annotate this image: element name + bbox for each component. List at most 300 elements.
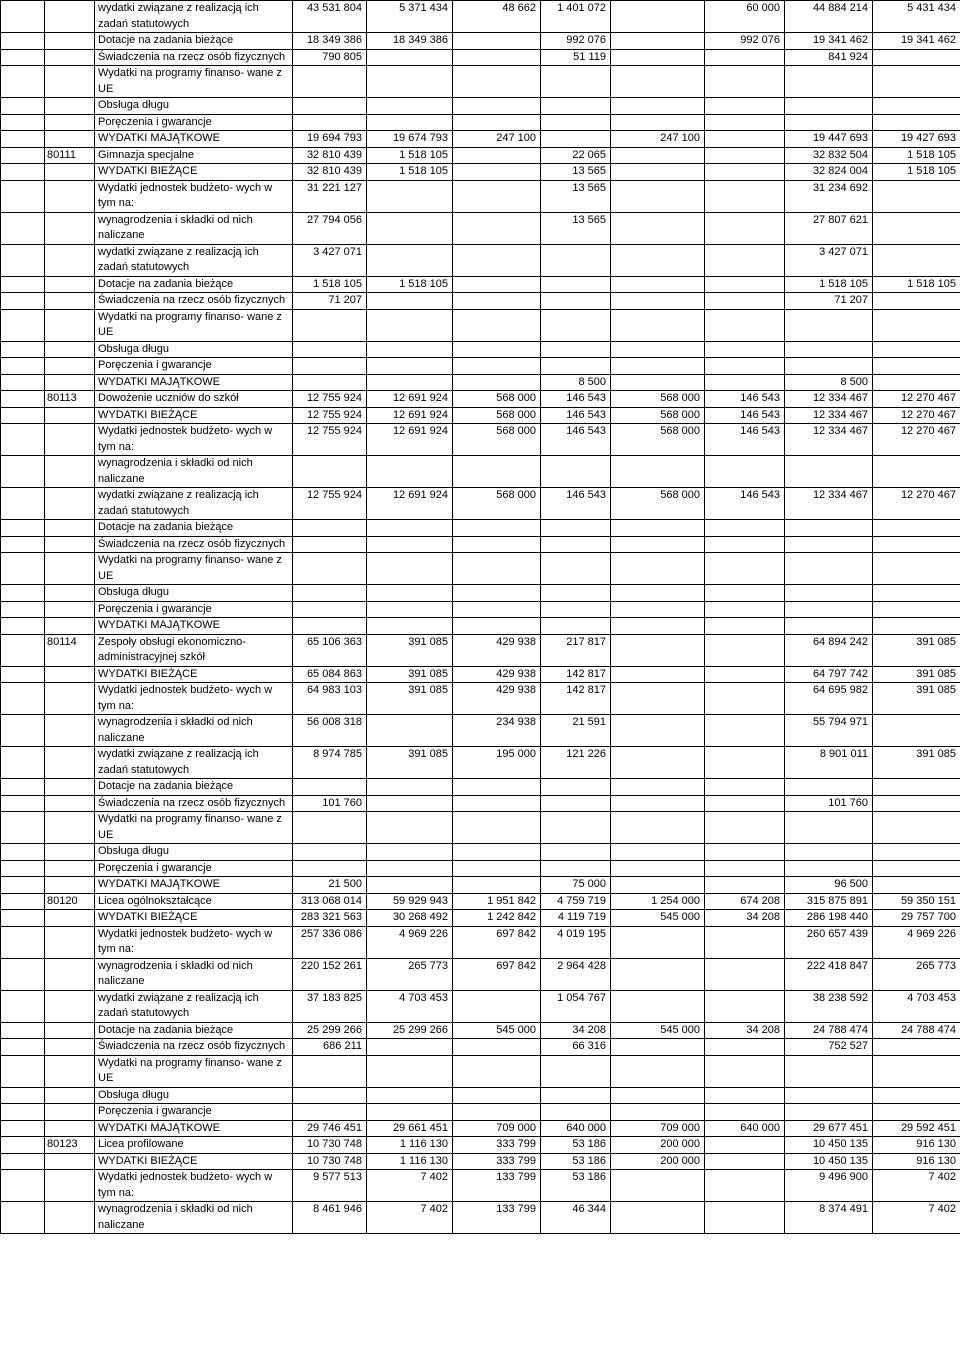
section-cell (1, 244, 45, 276)
amount-cell: 391 085 (873, 634, 960, 666)
section-cell (1, 634, 45, 666)
amount-cell: 640 000 (541, 1120, 611, 1137)
row-label: Świadczenia na rzecz osób fizycznych (95, 795, 293, 812)
amount-cell: 7 402 (367, 1202, 453, 1234)
amount-cell (611, 164, 705, 181)
section-cell (1, 1022, 45, 1039)
amount-cell (367, 779, 453, 796)
amount-cell (293, 98, 367, 115)
amount-cell: 391 085 (873, 666, 960, 683)
amount-cell (705, 147, 785, 164)
row-label: Dotacje na zadania bieżące (95, 779, 293, 796)
amount-cell: 25 299 266 (367, 1022, 453, 1039)
table-row (1, 666, 960, 683)
amount-cell (367, 374, 453, 391)
amount-cell (705, 66, 785, 98)
amount-cell (785, 553, 873, 585)
amount-cell: 31 234 692 (785, 180, 873, 212)
section-cell (1, 407, 45, 424)
amount-cell: 10 450 135 (785, 1153, 873, 1170)
amount-cell: 257 336 086 (293, 926, 367, 958)
amount-cell (785, 114, 873, 131)
table-row (1, 812, 960, 844)
amount-cell: 10 730 748 (293, 1137, 367, 1154)
amount-cell: 674 208 (705, 893, 785, 910)
table-row (1, 1039, 960, 1056)
amount-cell: 333 799 (453, 1137, 541, 1154)
amount-cell (705, 844, 785, 861)
classification-code (45, 424, 95, 456)
amount-cell: 29 746 451 (293, 1120, 367, 1137)
amount-cell: 9 496 900 (785, 1170, 873, 1202)
amount-cell (453, 860, 541, 877)
section-cell (1, 844, 45, 861)
amount-cell (293, 374, 367, 391)
amount-cell (453, 147, 541, 164)
classification-code (45, 374, 95, 391)
amount-cell: 265 773 (873, 958, 960, 990)
classification-code (45, 795, 95, 812)
classification-code (45, 309, 95, 341)
amount-cell: 12 755 924 (293, 407, 367, 424)
amount-cell (611, 877, 705, 894)
amount-cell (541, 860, 611, 877)
table-row (1, 33, 960, 50)
row-label: WYDATKI MAJĄTKOWE (95, 877, 293, 894)
row-label: Poręczenia i gwarancje (95, 1104, 293, 1121)
amount-cell (367, 1087, 453, 1104)
section-cell (1, 488, 45, 520)
amount-cell: 429 938 (453, 683, 541, 715)
amount-cell: 18 349 386 (367, 33, 453, 50)
amount-cell (611, 601, 705, 618)
amount-cell (541, 66, 611, 98)
amount-cell: 1 054 767 (541, 990, 611, 1022)
amount-cell: 697 842 (453, 958, 541, 990)
amount-cell (541, 358, 611, 375)
amount-cell (785, 844, 873, 861)
amount-cell: 146 543 (705, 424, 785, 456)
amount-cell (367, 358, 453, 375)
amount-cell: 1 518 105 (785, 276, 873, 293)
amount-cell: 27 807 621 (785, 212, 873, 244)
amount-cell (453, 309, 541, 341)
amount-cell (293, 860, 367, 877)
amount-cell (453, 244, 541, 276)
amount-cell (611, 958, 705, 990)
amount-cell (873, 358, 960, 375)
amount-cell (705, 795, 785, 812)
amount-cell (367, 66, 453, 98)
amount-cell: 19 674 793 (367, 131, 453, 148)
amount-cell: 1 518 105 (293, 276, 367, 293)
row-label: Świadczenia na rzecz osób fizycznych (95, 49, 293, 66)
row-label: Dotacje na zadania bieżące (95, 520, 293, 537)
amount-cell (705, 358, 785, 375)
classification-code (45, 341, 95, 358)
classification-code (45, 926, 95, 958)
classification-code (45, 1104, 95, 1121)
table-row (1, 293, 960, 310)
amount-cell: 1 518 105 (873, 276, 960, 293)
classification-code (45, 1022, 95, 1039)
amount-cell: 59 929 943 (367, 893, 453, 910)
amount-cell (873, 293, 960, 310)
classification-code (45, 618, 95, 635)
amount-cell (367, 601, 453, 618)
amount-cell: 1 951 842 (453, 893, 541, 910)
amount-cell: 29 757 700 (873, 910, 960, 927)
amount-cell (705, 715, 785, 747)
amount-cell (611, 147, 705, 164)
section-cell (1, 114, 45, 131)
amount-cell: 12 691 924 (367, 488, 453, 520)
amount-cell: 391 085 (367, 666, 453, 683)
amount-cell (541, 520, 611, 537)
amount-cell (453, 293, 541, 310)
table-row (1, 1153, 960, 1170)
amount-cell: 65 084 863 (293, 666, 367, 683)
amount-cell: 4 969 226 (873, 926, 960, 958)
amount-cell (705, 1202, 785, 1234)
table-row (1, 1022, 960, 1039)
amount-cell (453, 49, 541, 66)
row-label: Poręczenia i gwarancje (95, 601, 293, 618)
amount-cell: 265 773 (367, 958, 453, 990)
amount-cell (367, 618, 453, 635)
amount-cell: 38 238 592 (785, 990, 873, 1022)
amount-cell (611, 990, 705, 1022)
amount-cell: 142 817 (541, 683, 611, 715)
classification-code (45, 293, 95, 310)
table-row (1, 860, 960, 877)
amount-cell (367, 456, 453, 488)
amount-cell (873, 49, 960, 66)
amount-cell: 64 894 242 (785, 634, 873, 666)
amount-cell: 64 983 103 (293, 683, 367, 715)
row-label: Wydatki na programy finanso- wane z UE (95, 812, 293, 844)
amount-cell (453, 990, 541, 1022)
amount-cell (873, 844, 960, 861)
amount-cell: 51 119 (541, 49, 611, 66)
table-row (1, 212, 960, 244)
section-cell (1, 456, 45, 488)
amount-cell (785, 860, 873, 877)
amount-cell (873, 98, 960, 115)
amount-cell (293, 553, 367, 585)
amount-cell (541, 1104, 611, 1121)
section-cell (1, 958, 45, 990)
amount-cell (453, 212, 541, 244)
amount-cell: 55 794 971 (785, 715, 873, 747)
section-cell (1, 926, 45, 958)
amount-cell (611, 553, 705, 585)
classification-code (45, 276, 95, 293)
amount-cell: 1 254 000 (611, 893, 705, 910)
amount-cell (367, 1039, 453, 1056)
section-cell (1, 66, 45, 98)
classification-code (45, 585, 95, 602)
amount-cell (293, 844, 367, 861)
table-row (1, 844, 960, 861)
amount-cell (367, 244, 453, 276)
amount-cell: 12 334 467 (785, 488, 873, 520)
amount-cell (611, 1039, 705, 1056)
section-cell (1, 1120, 45, 1137)
amount-cell (293, 1104, 367, 1121)
amount-cell: 32 810 439 (293, 164, 367, 181)
amount-cell: 391 085 (367, 683, 453, 715)
classification-code (45, 1039, 95, 1056)
amount-cell (367, 49, 453, 66)
section-cell (1, 98, 45, 115)
table-row (1, 49, 960, 66)
classification-code (45, 601, 95, 618)
amount-cell (367, 180, 453, 212)
amount-cell (785, 585, 873, 602)
amount-cell: 101 760 (293, 795, 367, 812)
amount-cell: 545 000 (611, 1022, 705, 1039)
amount-cell: 697 842 (453, 926, 541, 958)
classification-code (45, 683, 95, 715)
table-row (1, 779, 960, 796)
amount-cell (705, 309, 785, 341)
amount-cell (367, 715, 453, 747)
amount-cell: 234 938 (453, 715, 541, 747)
section-cell (1, 1104, 45, 1121)
amount-cell (873, 244, 960, 276)
amount-cell (873, 456, 960, 488)
amount-cell: 640 000 (705, 1120, 785, 1137)
amount-cell: 71 207 (785, 293, 873, 310)
amount-cell: 8 901 011 (785, 747, 873, 779)
amount-cell (453, 812, 541, 844)
amount-cell: 8 461 946 (293, 1202, 367, 1234)
amount-cell: 992 076 (705, 33, 785, 50)
amount-cell (367, 812, 453, 844)
amount-cell (611, 634, 705, 666)
amount-cell (873, 536, 960, 553)
amount-cell (705, 49, 785, 66)
classification-code (45, 779, 95, 796)
row-label: Wydatki na programy finanso- wane z UE (95, 553, 293, 585)
amount-cell (453, 66, 541, 98)
amount-cell: 4 969 226 (367, 926, 453, 958)
amount-cell: 5 431 434 (873, 1, 960, 33)
amount-cell: 75 000 (541, 877, 611, 894)
amount-cell (453, 553, 541, 585)
table-row (1, 1055, 960, 1087)
amount-cell: 29 661 451 (367, 1120, 453, 1137)
amount-cell: 34 208 (541, 1022, 611, 1039)
classification-code (45, 131, 95, 148)
amount-cell (785, 1055, 873, 1087)
amount-cell (611, 276, 705, 293)
amount-cell (611, 1202, 705, 1234)
amount-cell: 18 349 386 (293, 33, 367, 50)
amount-cell (367, 1055, 453, 1087)
classification-code (45, 1170, 95, 1202)
classification-code (45, 910, 95, 927)
amount-cell: 12 334 467 (785, 391, 873, 408)
amount-cell: 24 788 474 (873, 1022, 960, 1039)
amount-cell (705, 131, 785, 148)
amount-cell (541, 456, 611, 488)
section-cell (1, 1, 45, 33)
amount-cell (453, 520, 541, 537)
amount-cell (611, 374, 705, 391)
amount-cell (705, 779, 785, 796)
classification-code (45, 114, 95, 131)
amount-cell (367, 309, 453, 341)
amount-cell (293, 601, 367, 618)
amount-cell: 12 334 467 (785, 424, 873, 456)
classification-code (45, 164, 95, 181)
amount-cell: 568 000 (611, 488, 705, 520)
amount-cell: 19 341 462 (873, 33, 960, 50)
row-label: Obsługa długu (95, 341, 293, 358)
section-cell (1, 276, 45, 293)
amount-cell: 12 755 924 (293, 424, 367, 456)
amount-cell (705, 456, 785, 488)
classification-code (45, 456, 95, 488)
table-row (1, 634, 960, 666)
amount-cell: 25 299 266 (293, 1022, 367, 1039)
amount-cell (541, 131, 611, 148)
classification-code: 80114 (45, 634, 95, 666)
amount-cell: 19 427 693 (873, 131, 960, 148)
section-cell (1, 1202, 45, 1234)
amount-cell (785, 779, 873, 796)
row-label: Świadczenia na rzecz osób fizycznych (95, 536, 293, 553)
section-cell (1, 1055, 45, 1087)
amount-cell: 44 884 214 (785, 1, 873, 33)
amount-cell (785, 66, 873, 98)
row-label: WYDATKI MAJĄTKOWE (95, 374, 293, 391)
table-row (1, 520, 960, 537)
amount-cell (785, 1104, 873, 1121)
row-label: Świadczenia na rzecz osób fizycznych (95, 293, 293, 310)
amount-cell: 34 208 (705, 1022, 785, 1039)
amount-cell (873, 1104, 960, 1121)
amount-cell (873, 812, 960, 844)
amount-cell: 4 703 453 (367, 990, 453, 1022)
amount-cell: 29 592 451 (873, 1120, 960, 1137)
row-label: Obsługa długu (95, 1087, 293, 1104)
table-row (1, 553, 960, 585)
amount-cell (705, 666, 785, 683)
amount-cell (611, 812, 705, 844)
amount-cell: 686 211 (293, 1039, 367, 1056)
amount-cell: 53 186 (541, 1170, 611, 1202)
amount-cell (611, 618, 705, 635)
amount-cell: 24 788 474 (785, 1022, 873, 1039)
amount-cell (541, 553, 611, 585)
amount-cell (705, 812, 785, 844)
table-row (1, 958, 960, 990)
classification-code (45, 180, 95, 212)
table-row (1, 66, 960, 98)
amount-cell (705, 293, 785, 310)
amount-cell (705, 1087, 785, 1104)
row-label: Dotacje na zadania bieżące (95, 33, 293, 50)
amount-cell: 8 500 (785, 374, 873, 391)
amount-cell (541, 795, 611, 812)
row-label: WYDATKI MAJĄTKOWE (95, 1120, 293, 1137)
table-row (1, 180, 960, 212)
amount-cell: 12 691 924 (367, 391, 453, 408)
amount-cell (293, 812, 367, 844)
amount-cell (611, 66, 705, 98)
table-row (1, 391, 960, 408)
amount-cell: 9 577 513 (293, 1170, 367, 1202)
amount-cell: 1 518 105 (873, 147, 960, 164)
classification-code (45, 666, 95, 683)
amount-cell: 8 974 785 (293, 747, 367, 779)
amount-cell (873, 212, 960, 244)
classification-code (45, 66, 95, 98)
row-label: wynagrodzenia i składki od nich naliczane (95, 715, 293, 747)
amount-cell (873, 553, 960, 585)
section-cell (1, 33, 45, 50)
table-row (1, 407, 960, 424)
section-cell (1, 341, 45, 358)
section-cell (1, 893, 45, 910)
row-label: wynagrodzenia i składki od nich naliczane (95, 456, 293, 488)
amount-cell (367, 293, 453, 310)
amount-cell: 5 371 434 (367, 1, 453, 33)
amount-cell: 568 000 (453, 424, 541, 456)
amount-cell (705, 585, 785, 602)
amount-cell (705, 114, 785, 131)
amount-cell (705, 634, 785, 666)
amount-cell: 709 000 (611, 1120, 705, 1137)
amount-cell: 220 152 261 (293, 958, 367, 990)
amount-cell: 64 695 982 (785, 683, 873, 715)
amount-cell: 22 065 (541, 147, 611, 164)
amount-cell (873, 795, 960, 812)
amount-cell (611, 1087, 705, 1104)
table-row (1, 990, 960, 1022)
amount-cell: 12 755 924 (293, 488, 367, 520)
amount-cell: 133 799 (453, 1202, 541, 1234)
amount-cell: 1 242 842 (453, 910, 541, 927)
section-cell (1, 747, 45, 779)
amount-cell (873, 114, 960, 131)
section-cell (1, 1153, 45, 1170)
amount-cell (705, 1039, 785, 1056)
section-cell (1, 877, 45, 894)
amount-cell (541, 1055, 611, 1087)
amount-cell: 12 691 924 (367, 424, 453, 456)
amount-cell (873, 520, 960, 537)
section-cell (1, 585, 45, 602)
amount-cell (453, 601, 541, 618)
amount-cell: 71 207 (293, 293, 367, 310)
row-label: Wydatki jednostek budżeto- wych w tym na: (95, 683, 293, 715)
row-label: Świadczenia na rzecz osób fizycznych (95, 1039, 293, 1056)
amount-cell (785, 601, 873, 618)
classification-code (45, 1055, 95, 1087)
section-cell (1, 779, 45, 796)
amount-cell: 32 824 004 (785, 164, 873, 181)
amount-cell (785, 98, 873, 115)
section-cell (1, 1170, 45, 1202)
row-label: Wydatki jednostek budżeto- wych w tym na: (95, 180, 293, 212)
table-row (1, 893, 960, 910)
amount-cell (367, 1104, 453, 1121)
amount-cell (453, 844, 541, 861)
